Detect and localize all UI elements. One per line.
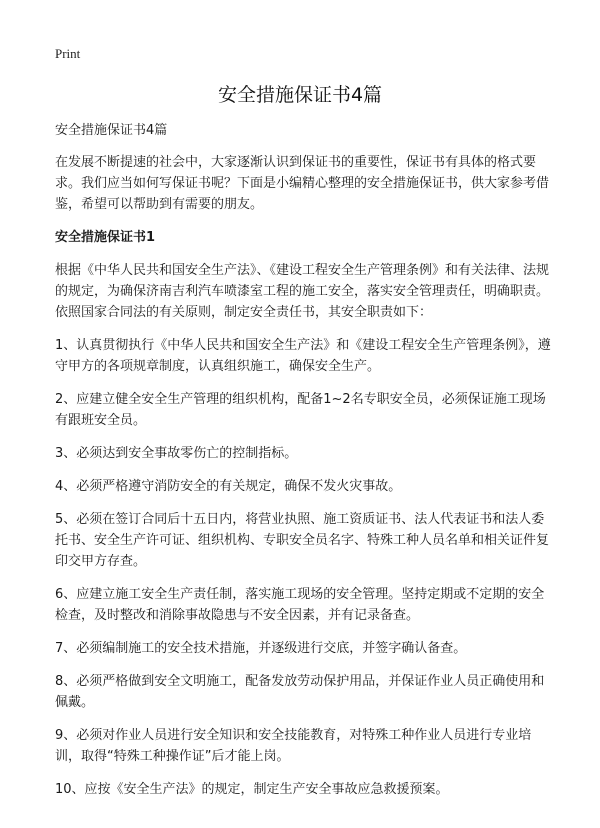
list-item: 9、必须对作业人员进行安全知识和安全技能教育，对特殊工种作业人员进行专业培训，取得“特殊工种操作证”后才能上岗。 bbox=[55, 728, 532, 764]
list-item: 8、必须严格做到安全文明施工，配备发放劳动保护用品，并保证作业人员正确使用和佩戴。 bbox=[55, 674, 545, 710]
list-item: 6、应建立施工安全生产责任制，落实施工现场的安全管理。坚持定期或不定期的安全检查，及时整改和消除事故隐患与不安全因素，并有记录备查。 bbox=[55, 587, 545, 623]
document-body bbox=[55, 120, 555, 812]
section-heading: 安全措施保证书1 bbox=[55, 230, 156, 245]
intro-paragraph: 在发展不断提速的社会中，大家逐渐认识到保证书的重要性，保证书有具体的格式要求。我们应当如何写保证书呢？下面是小编精心整理的安全措施保证书，供大家参考借鉴，希望可以帮助到有需要的朋友。 bbox=[55, 155, 550, 212]
document-subtitle: 安全措施保证书4篇 bbox=[55, 123, 168, 138]
list-item: 2、应建立健全安全生产管理的组织机构，配备1~2名专职安全员，必须保证施工现场有跟班安全员。 bbox=[55, 392, 546, 428]
list-item: 1、认真贯彻执行《中华人民共和国安全生产法》和《建设工程安全生产管理条例》，遵守甲方的各项规章制度，认真组织施工，确保安全生产。 bbox=[55, 338, 551, 374]
list-item: 3、必须达到安全事故零伤亡的控制指标。 bbox=[55, 446, 298, 461]
list-item: 4、必须严格遵守消防安全的有关规定，确保不发火灾事故。 bbox=[55, 479, 402, 494]
list-item: 7、必须编制施工的安全技术措施，并逐级进行交底，并签字确认备查。 bbox=[55, 641, 467, 656]
document-title: 安全措施保证书4篇 bbox=[217, 84, 383, 106]
print-link[interactable]: Print bbox=[55, 46, 81, 61]
list-item: 5、必须在签订合同后十五日内，将营业执照、施工资质证书、法人代表证书和法人委托书、安全生产许可证、组织机构、专职安全员名字、特殊工种人员名单和相关证件复印交甲方存查。 bbox=[55, 512, 550, 569]
list-item: 10、应按《安全生产法》的规定，制定生产安全事故应急救援预案。 bbox=[55, 782, 449, 797]
opening-paragraph: 根据《中华人民共和国安全生产法》、《建设工程安全生产管理条例》和有关法律、法规的规定，为确保济南吉利汽车喷漆室工程的施工安全，落实安全管理责任，明确职责。依照国家合同法的有关原则，制定安全责任书，其安全职责如下： bbox=[55, 263, 550, 320]
